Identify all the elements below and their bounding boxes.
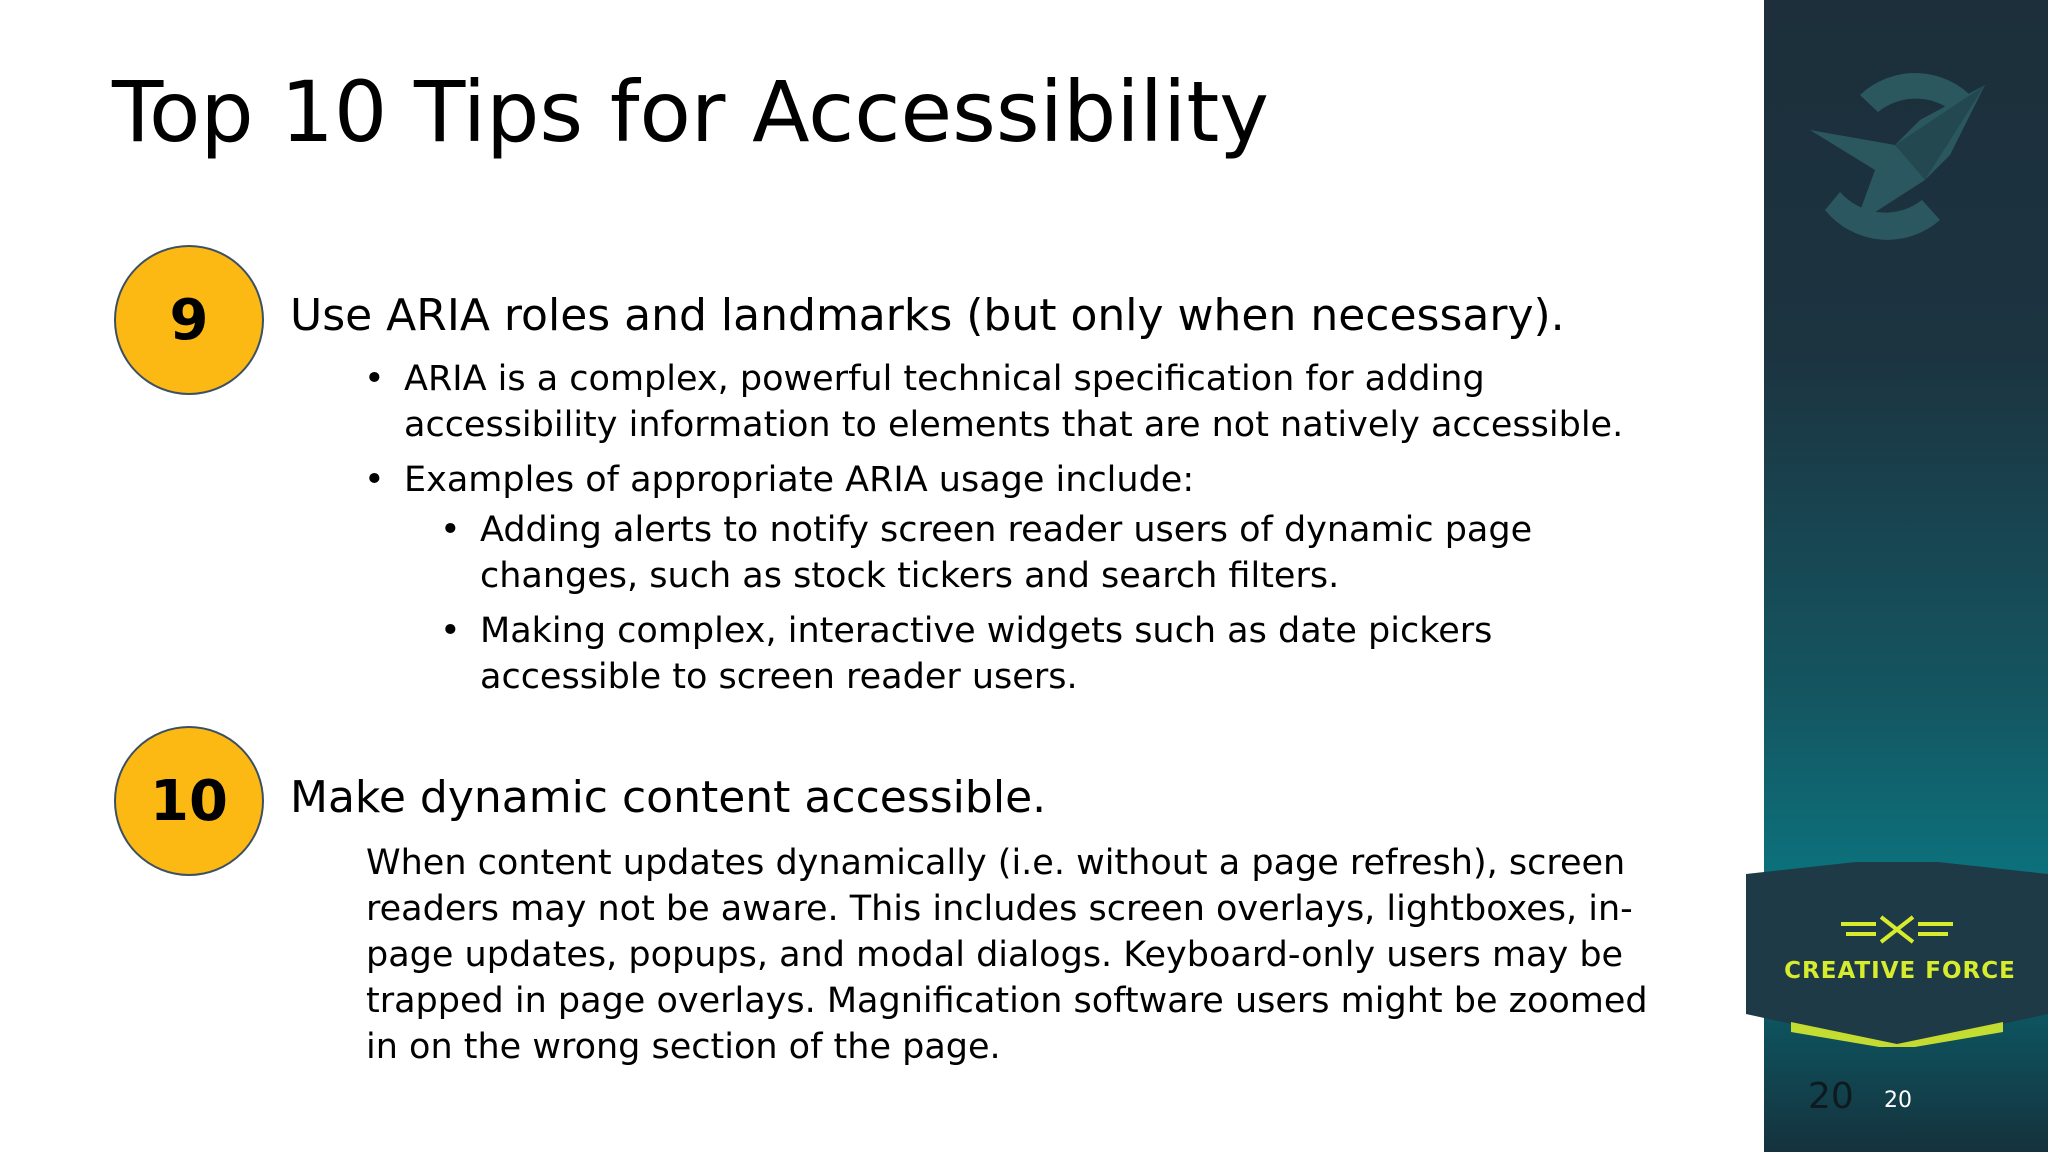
sub-list-item: • Adding alerts to notify screen reader users of dynamic page changes, such as stock tickers and search filters. [436, 507, 1660, 599]
list-item [360, 457, 1660, 700]
tip-9-sub-bullet-list [404, 507, 1660, 700]
tip-heading-9: Use ARIA roles and landmarks (but only when necessary). [290, 290, 1565, 341]
tip-heading-10: Make dynamic content accessible. [290, 772, 1047, 823]
brand-banner-plate [1746, 862, 2048, 1047]
page-number-small: 20 [1884, 1088, 1912, 1113]
list-item-text: Examples of appropriate ARIA usage include: [404, 460, 1195, 500]
slide-title: Top 10 Tips for Accessibility [112, 63, 1269, 161]
list-item: • ARIA is a complex, powerful technical specification for adding accessibility information to elements that are not natively accessible. [360, 356, 1660, 448]
brand-name: CREATIVE FORCE [1784, 958, 2016, 984]
tip-10-paragraph: When content updates dynamically (i.e. without a page refresh), screen readers may not be aware. This includes screen overlays, lightboxes, in-page updates, popups, and modal dialogs. Keyboard-only users may be trapped in page overlays. Magnification software users might be zoomed in on the wrong section of the page. [366, 843, 1648, 1067]
tip-number-badge-10: 10 [114, 726, 264, 876]
page-number: 20 [1808, 1076, 1854, 1117]
tip-number-badge-9: 9 [114, 245, 264, 395]
tip-9-bullet-list [360, 356, 1660, 709]
sub-list-item: • Making complex, interactive widgets such as date pickers accessible to screen reader users. [436, 608, 1660, 700]
compass-logo-icon [1800, 60, 2000, 250]
